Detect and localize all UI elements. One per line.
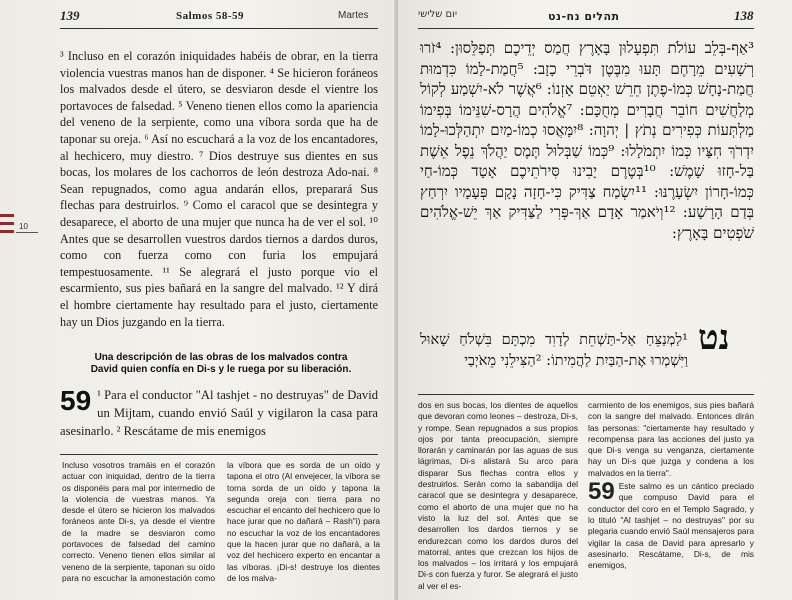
commentary-psalm-text: Este salmo es un cántico preciado que compuso David para el conductor del coro en el Templo Sagrado, y lo tituló "Al tashjet – no destruyas" por su plegaria cuando envió Saúl mensajeros para vigilar la casa de David para apresarlo y asesinarlo. Rescátame, Di-s, de mis enemigos,	[588, 481, 754, 571]
commentary-column-2	[588, 400, 754, 571]
hebrew-text: ³אַף-בְּלֵב עוֹלֹת תִּפְעָלוּן בָּאָרֶץ חֲמַס יְדֵיכֶם תְּפַלֵּסוּן: ⁴זֹרוּ רְשָׁעִים מֵרָחֶם תָּעוּ מִבֶּטֶן דֹּבְרֵי כָזָב: ⁵חֲמַת-לָמוֹ כִּדְמוּת חֲמַת-נָחָשׁ כְּמוֹ-פֶתֶן חֵרֵשׁ יַאְטֵם אָזְנוֹ: ⁶אֲשֶׁר לֹא-יִשְׁמַע לְקוֹל מְלַחֲשִׁים חוֹבֵר חֲבָרִים מְחֻכָּם: ⁷אֱלֹהִים הֲרָס-שִׁנֵּימוֹ בְּפִימוֹ מַלְתְּעוֹת כְּפִירִים נְתֹץ | יְהוָה: ⁸יִמָּאֲסוּ כְמוֹ-מַיִם יִתְהַלְּכוּ-לָמוֹ יִדְרֹךְ חִצָּיו כְּמוֹ יִתְמֹלָלוּ: ⁹כְּמוֹ שַׁבְּלוּל תֶּמֶס יַהֲלֹךְ נֵפֶל אֵשֶׁת בַּל-חָזוּ שָׁמֶשׁ: ¹⁰בְּטֶרֶם יָבִינוּ סִּירֹתֵיכֶם אָטָד כְּמוֹ-חַי כְּמוֹ-חָרוֹן יִשְׂעָרֶנּוּ: ¹¹יִשְׂמַח צַדִּיק כִּי-חָזָה נָקָם פְּעָמָיו יִרְחַץ בְּדַם הָרָשָׁע: ¹²וְיֹאמַר אָדָם אַךְ-פְּרִי לַצַּדִּיק אַךְ יֵשׁ-אֱלֹהִים שֹׁפְטִים בָּאָרֶץ:	[420, 39, 755, 242]
commentary-text: carmiento de los enemigos, sus pies bañará con la sangre del malvado. Entonces dirán las personas: "ciertamente hay resultado y recompensa para las acciones del justo ya que Di-s venga su venganza, ciertamente hay un Di-s que juzga y condena a los malvados en la tierra".	[588, 400, 754, 478]
commentary-rule	[60, 454, 378, 455]
margin-marks	[0, 214, 14, 238]
page-number: 138	[734, 8, 754, 23]
commentary-psalm-number: 59	[588, 478, 615, 506]
right-page	[398, 0, 792, 600]
commentary: Incluso vosotros tramáis en el corazón actuar con iniquidad, dentro de la tierra os disponéis para mal por intermedio de la violencia de vuestras manos. Ya desde el útero se hicieron los malvados foráneos ante Di-s, ya desde el vientre de la madre se desviaron como portavoces de falsedad del camino correcto. Veneno tienen ellos similar al veneno de la serpiente, taponan su oído para no escuchar la amonestación como la víbora que es sorda de un oído y tapona el otro (Al envejecer, la víbora se torna sorda de un oído y tapona la segunda oreja con tierra para no escuchar el encanto del hechicero que lo hace jurar que no dañará – Rash"i) para no escuchar la voz de los encantadores que la hacen jurar que no dañará, a la voz del hechicero experto en encantar a las víboras. ¡Di-s! destruye los dientes de los malva-	[62, 460, 380, 583]
commentary-column-1: dos en sus bocas, los dientes de aquellos que devoran como leones – destroza, Di-s, y rompe. Sean repugnados a sus propios ojos por tanta preocupación, siempre llorarán y caminarán por las aguas de sus lágrimas, Di-s alistará Su arco para disparar Sus flechas contra ellos y destruirlos. Serán como la sabandija del caracol que se desintegra y desaparece, como el aborto de una mujer que no ha visto la luz del sol. Antes que se desarrollen los dardos tiernos y se endurezcan como los dardos duros del matorral, antes que crezcan los hijos de los malvados – los irritará y los empujará Di-s con fuerza y furor. Se alegrará el justo al ver el es-	[418, 400, 578, 591]
psalm-letters: נט	[698, 318, 730, 358]
psalm-59-opening	[60, 386, 378, 440]
running-header-day: יום שלישי	[418, 9, 458, 20]
verses-text: ³ Incluso en el corazón iniquidades habéis de obrar, en la tierra violencia vuestras manos han de disponer. ⁴ Se hicieron foráneos los malvados desde el útero, se desviaron desde el vientre los portavoces de falsedad. ⁵ Veneno tienen ellos como la apariencia del veneno de la serpiente, como una víbora sorda que ha de taponar su oreja. ⁶ Así no escuchará a la voz de los encantadores, al hechicero, muy diestro. ⁷ Dios destruye sus dientes en sus bocas, los molares de los cachorros de león destroza Ado-nai. ⁸ Sean repugnados, como agua andarán ellos, preparará Sus flechas para destruirlos. ⁹ Como el caracol que se desintegra y desaparece, el aborto de una mujer que nunca ha de ver el sol. ¹⁰ Antes que se desarrollen vuestros dardos tiernos a dardos duros, como con fuerza como con furia los empujará tempestuosamente. ¹¹ Se alegrará el justo porque vio el escarmiento, sus pies bañará en la sangre del malvado. ¹² Y dirá el hombre ciertamente hay resultado para el justo, ciertamente hay un Dios juzgando en la tierra.	[60, 49, 378, 329]
main-text	[60, 48, 378, 330]
margin-number: 10	[19, 222, 28, 231]
psalm-opening-text: ¹ Para el conductor "Al tashjet - no destruyas" de David un Mijtam, cuando envió Saúl y vigilaron la casa para asesinarlo. ² Rescátame de mis enemigos	[60, 388, 378, 438]
page-number: 139	[60, 8, 80, 23]
header-rule	[418, 28, 754, 29]
running-header-title: Salmos 58-59	[176, 10, 245, 22]
header-rule	[60, 28, 378, 29]
psalm-subheading: Una descripción de las obras de los malvados contra David quien confía en Di-s y le ruega por su liberación.	[90, 352, 352, 375]
commentary-psalm-59	[588, 478, 754, 571]
running-header-title: תהלים נח-נט	[548, 10, 620, 23]
psalm-number: 59	[60, 385, 92, 416]
margin-rule	[16, 232, 38, 233]
commentary-rule	[418, 394, 754, 395]
psalm-59-hebrew: ¹לַמְנַצֵּחַ אַל-תַּשְׁחֵת לְדָוִד מִכְתָּם בִּשְׁלֹחַ שָׁאוּל וַיִּשְׁמְרוּ אֶת-הַבַּיִת לַהֲמִיתוֹ: ²הַצִּילֵנִי מֵאֹיְבַי	[420, 332, 688, 369]
running-header-day: Martes	[338, 10, 369, 21]
